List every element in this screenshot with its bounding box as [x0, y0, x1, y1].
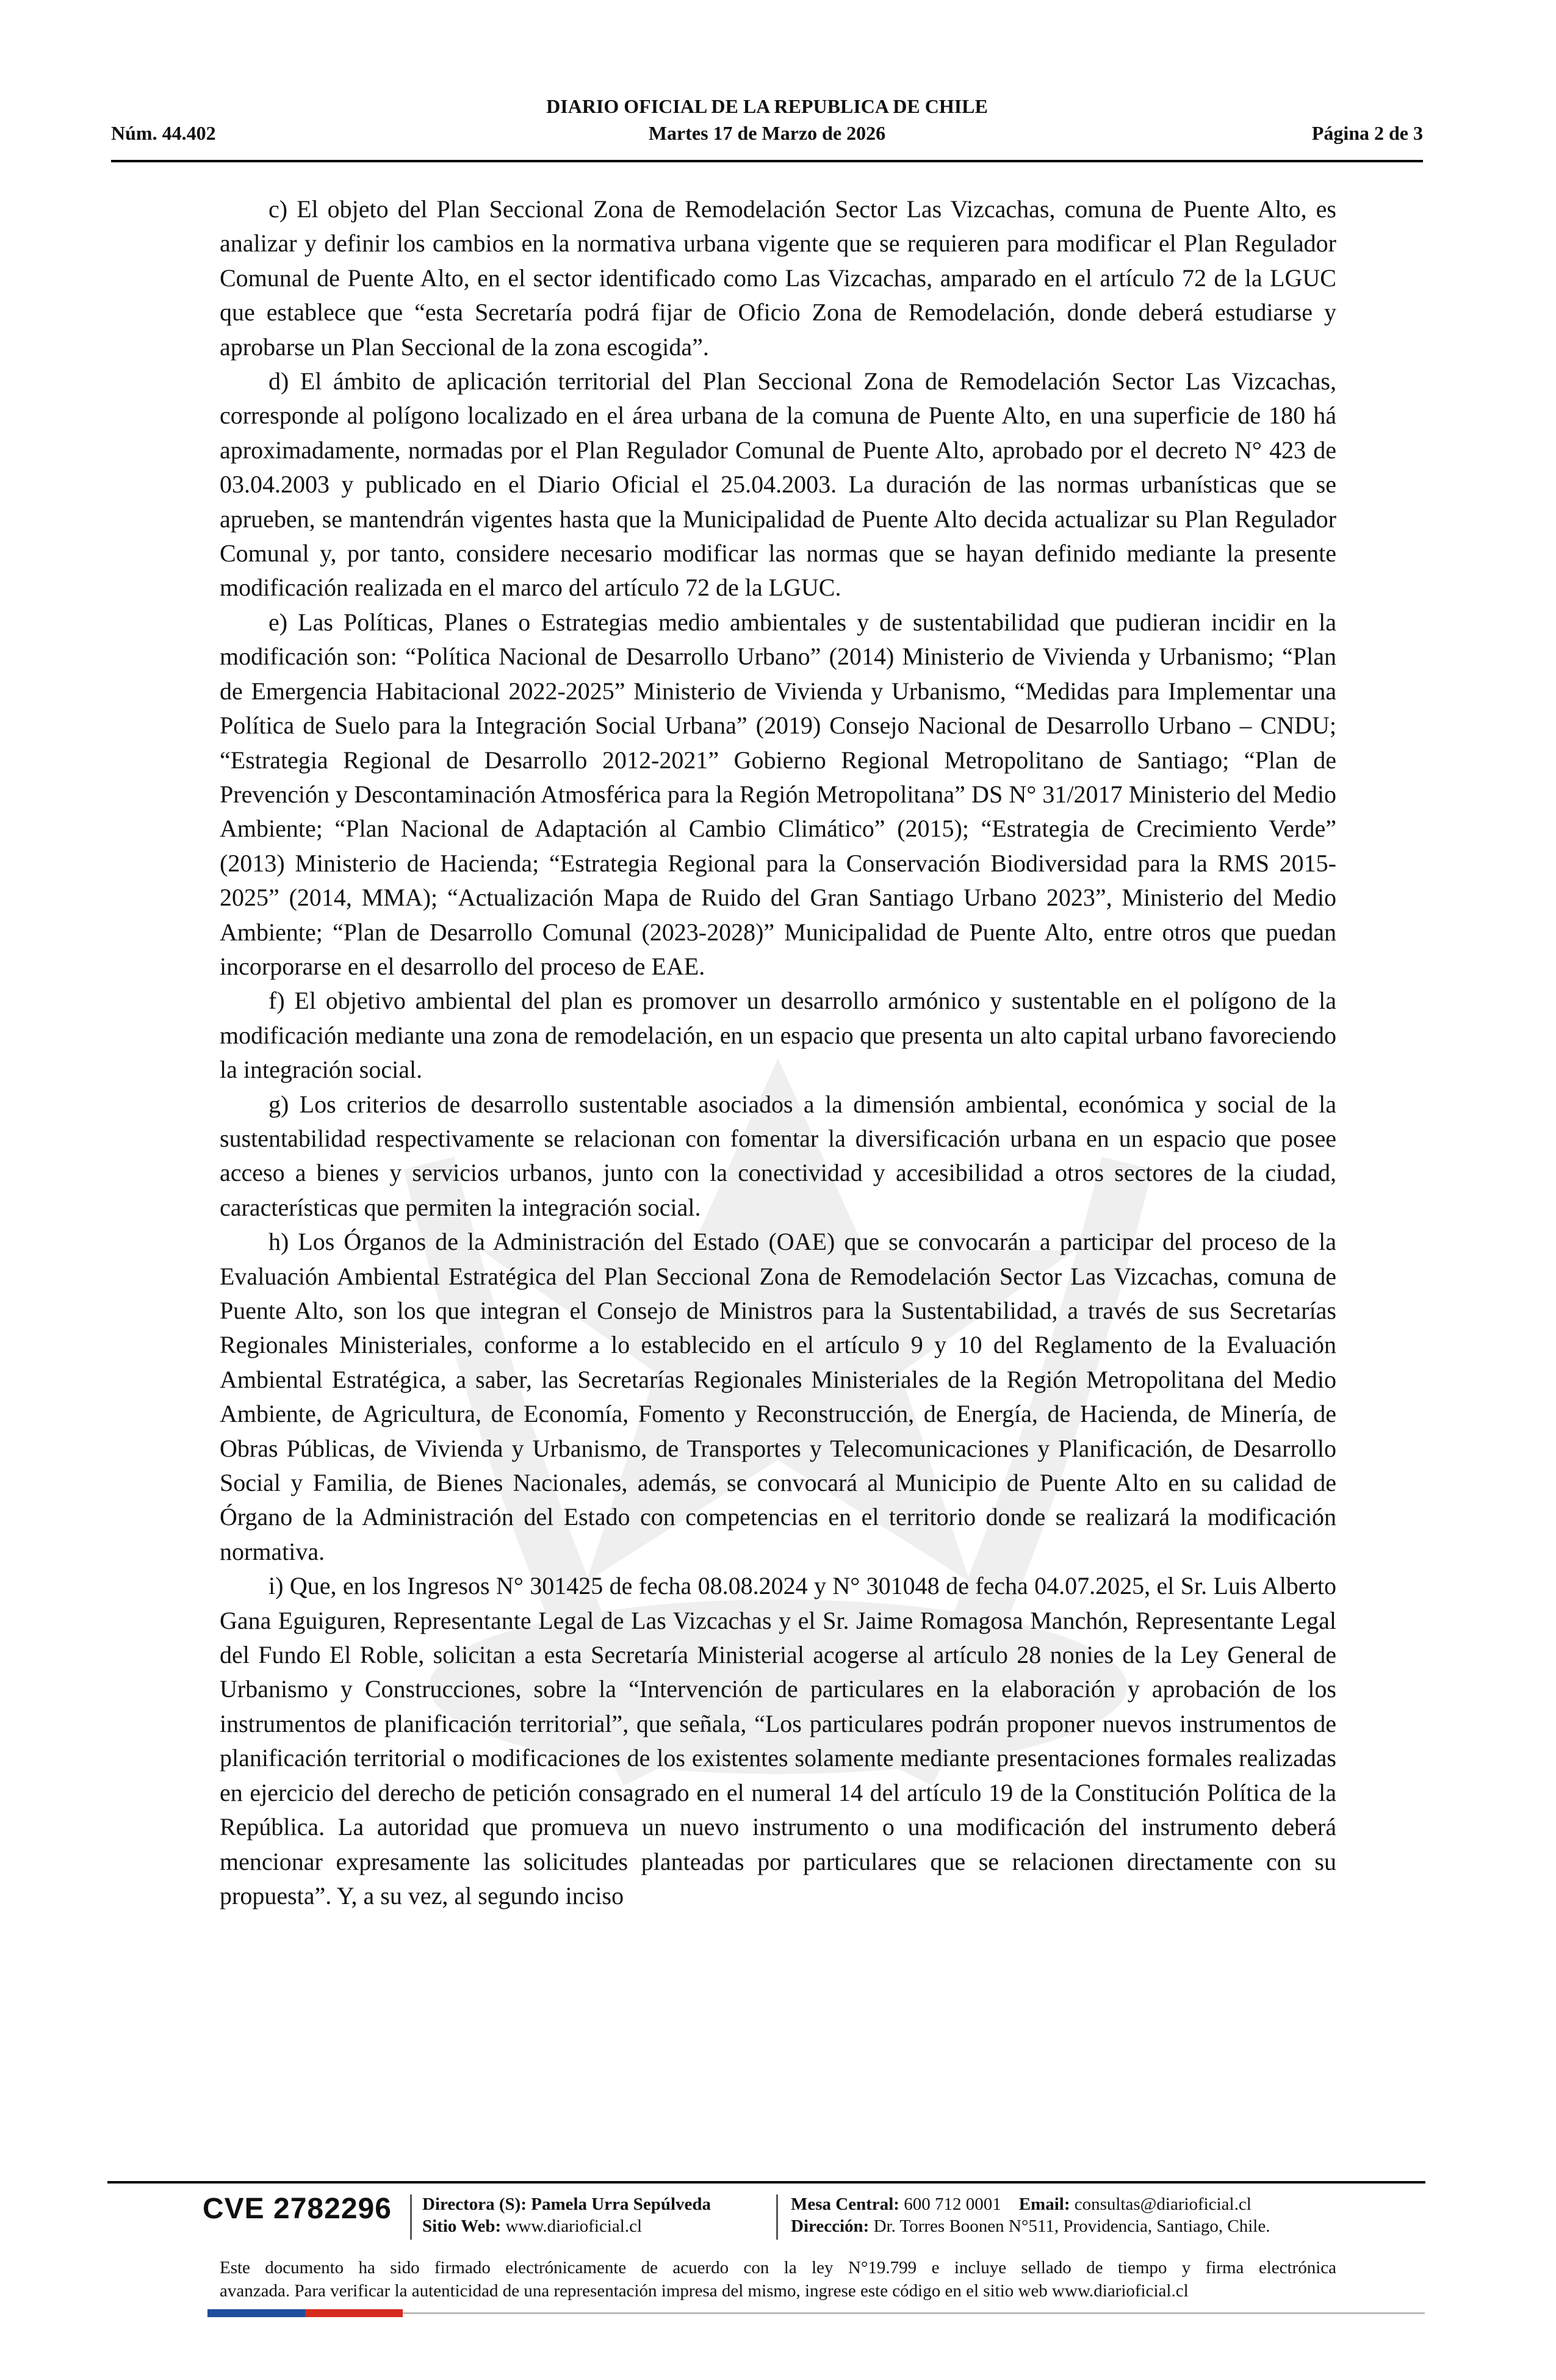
paragraph-d: d) El ámbito de aplicación territorial del Plan Seccional Zona de Remodelación Sector Las Vizcachas, corresponde al polígono localizado en el área urbana de la comuna de Puente Alto, en una superficie de 180 há aproximadamente, normadas por el Plan Regulador Comunal de Puente Alto, aprobado por el decreto N° 423 de 03.04.2003 y publicado en el Diario Oficial el 25.04.2003. La duración de las normas urbanísticas que se aprueben, se mantendrán vigentes hasta que la Municipalidad de Puente Alto decida actualizar su Plan Regulador Comunal y, por tanto, considere necesario modificar las normas que se hayan definido mediante la presente modificación realizada en el marco del artículo 72 de la LGUC. [220, 367, 1336, 602]
web-link[interactable]: www.diarioficial.cl [505, 2216, 643, 2236]
issue-date: Martes 17 de Marzo de 2026 [648, 122, 886, 144]
email-link[interactable]: consultas@diarioficial.cl [1074, 2194, 1252, 2214]
footer-separator [776, 2194, 778, 2240]
paragraph-e: e) Las Políticas, Planes o Estrategias medio ambientales y de sustentabilidad que pudieran incidir en la modificación son: “Política Nacional de Desarrollo Urbano” (2014) Ministerio de Vivienda y Urbanismo; “Plan de Emergencia Habitacional 2022-2025” Ministerio de Vivienda y Urbanismo, “Medidas para Implementar una Política de Suelo para la Integración Social Urbana” (2019) Consejo Nacional de Desarrollo Urbano – CNDU; “Estrategia Regional de Desarrollo 2012-2021” Gobierno Regional Metropolitano de Santiago; “Plan de Prevención y Descontaminación Atmosférica para la Región Metropolitana” DS N° 31/2017 Ministerio del Medio Ambiente; “Plan Nacional de Adaptación al Cambio Climático” (2015); “Estrategia de Crecimiento Verde” (2013) Ministerio de Hacienda; “Estrategia Regional para la Conservación Biodiversidad para la RMS 2015-2025” (2014, MMA); “Actualización Mapa de Ruido del Gran Santiago Urbano 2023”, Ministerio del Medio Ambiente; “Plan de Desarrollo Comunal (2023-2028)” Municipalidad de Puente Alto, entre otros que puedan incorporarse en el desarrollo del proceso de EAE. [220, 608, 1336, 980]
address-value: Dr. Torres Boonen N°511, Providencia, Santiago, Chile. [873, 2216, 1270, 2236]
phone-label: Mesa Central: [791, 2194, 899, 2214]
signature-disclaimer [220, 2256, 1336, 2302]
page-number: Página 2 de 3 [1311, 122, 1423, 144]
paragraph-g: g) Los criterios de desarrollo sustentable asociados a la dimensión ambiental, económica y social de la sustentabilidad respectivamente se relacionan con fomentar la diversificación urbana en un espacio que posee acceso a bienes y servicios urbanos, junto con la conectividad y accesibilidad a otros sectores de la ciudad, características que permiten la integración social. [220, 1090, 1336, 1221]
flag-stripe-red [305, 2309, 403, 2317]
page-header [111, 93, 1423, 162]
disclaimer-line: avanzada. Para verificar la autenticidad de una representación impresa del mismo, ingrese este código en el sitio web www.diarioficial.cl [220, 2281, 1189, 2301]
footer-divider [107, 2181, 1425, 2183]
issue-number: Núm. 44.402 [111, 122, 216, 144]
phone-value: 600 712 0001 [904, 2194, 1001, 2214]
document-body [220, 192, 1336, 1913]
director-label: Directora (S): [422, 2194, 527, 2214]
paragraph-f: f) El objetivo ambiental del plan es promover un desarrollo armónico y sustentable en el polígono de la modificación mediante una zona de remodelación, en un espacio que presenta un alto capital urbano favoreciendo la integración social. [220, 987, 1336, 1084]
cve-code: CVE 2782296 [203, 2193, 392, 2225]
disclaimer-line: Este documento ha sido firmado electrónicamente de acuerdo con la ley N°19.799 e incluye sellado de tiempo y firma electrónica [220, 2258, 1336, 2277]
paragraph-h: h) Los Órganos de la Administración del Estado (OAE) que se convocarán a participar del proceso de la Evaluación Ambiental Estratégica del Plan Seccional Zona de Remodelación Sector Las Vizcachas, comuna de Puente Alto, son los que integran el Consejo de Ministros para la Sustentabilidad, a través de sus Secretarías Regionales Ministeriales, conforme a lo establecido en el artículo 9 y 10 del Reglamento de la Evaluación Ambiental Estratégica, a saber, las Secretarías Regionales Ministeriales de la Región Metropolitana del Medio Ambiente, de Agricultura, de Economía, Fomento y Reconstrucción, de Energía, de Hacienda, de Minería, de Obras Públicas, de Vivienda y Urbanismo, de Transportes y Telecomunicaciones y Planificación, de Desarrollo Social y Familia, de Bienes Nacionales, además, se convocará al Municipio de Puente Alto en su calidad de Órgano de la Administración del Estado con competencias en el territorio donde se realizará la modificación normativa. [220, 1228, 1336, 1565]
address-label: Dirección: [791, 2216, 870, 2236]
web-label: Sitio Web: [422, 2216, 502, 2236]
director-name: Pamela Urra Sepúlveda [531, 2194, 711, 2214]
publication-title: DIARIO OFICIAL DE LA REPUBLICA DE CHILE [546, 95, 988, 117]
email-label: Email: [1018, 2194, 1070, 2214]
footer-contact-block [791, 2193, 1270, 2237]
paragraph-i: i) Que, en los Ingresos N° 301425 de fecha 08.08.2024 y N° 301048 de fecha 04.07.2025, el Sr. Luis Alberto Gana Eguiguren, Representante Legal de Las Vizcachas y el Sr. Jaime Romagosa Manchón, Representante Legal del Fundo El Roble, solicitan a esta Secretaría Ministerial acogerse al artículo 28 nonies de la Ley General de Urbanismo y Construcciones, sobre la “Intervención de particulares en la elaboración y aprobación de los instrumentos de planificación territorial”, que señala, “Los particulares podrán proponer nuevos instrumentos de planificación territorial o modificaciones de los existentes solamente mediante presentaciones formales realizadas en ejercicio del derecho de petición consagrado en el numeral 14 del artículo 19 de la Constitución Política de la República. La autoridad que promueva un nuevo instrumento o una modificación del instrumento deberá mencionar expresamente las solicitudes planteadas por particulares que se relacionen directamente con su propuesta”. Y, a su vez, al segundo inciso [220, 1572, 1336, 1909]
paragraph-c: c) El objeto del Plan Seccional Zona de Remodelación Sector Las Vizcachas, comuna de Puente Alto, es analizar y definir los cambios en la normativa urbana vigente que se requieren para modificar el Plan Regulador Comunal de Puente Alto, en el sector identificado como Las Vizcachas, amparado en el artículo 72 de la LGUC que establece que “esta Secretaría podrá fijar de Oficio Zona de Remodelación, donde deberá estudiarse y aprobarse un Plan Seccional de la zona escogida”. [220, 195, 1336, 361]
footer-separator [410, 2194, 412, 2240]
flag-stripe-blue [207, 2309, 305, 2317]
footer-director-block [422, 2193, 711, 2237]
